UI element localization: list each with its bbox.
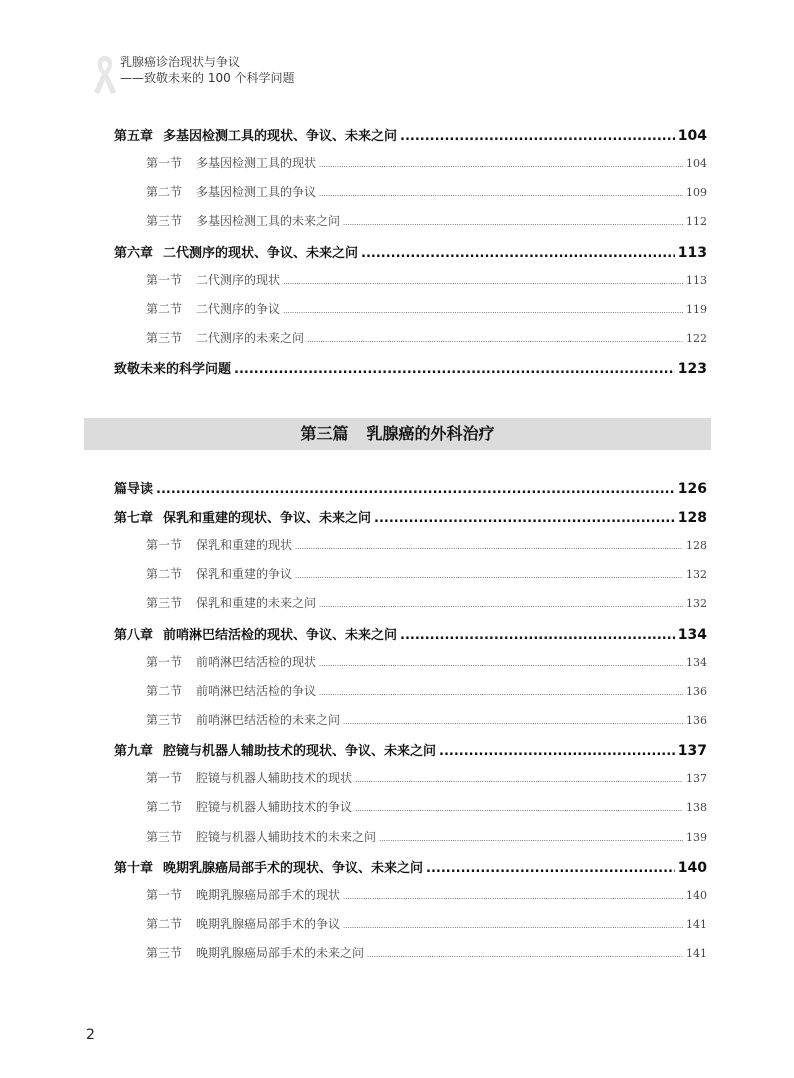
dot-leader [319,190,683,198]
pink-ribbon-icon [88,52,122,96]
dot-leader [343,718,683,726]
toc-page-number: 141 [686,947,707,961]
toc-entry-number: 第一节 [146,272,183,287]
toc-entry-title: 保乳和重建的现状、争议、未来之问 [163,511,372,526]
toc-chapter-entry[interactable] [114,125,707,154]
toc-entry-title: 前哨淋巴结活检的未来之问 [196,712,341,727]
toc-page-number: 122 [686,331,707,345]
toc-entry-number: 第一节 [146,654,183,669]
dot-leader [319,161,683,169]
toc-entry-number: 第六章 [114,245,154,261]
toc-page-number: 104 [677,128,707,144]
toc-entry-title: 二代测序的未来之问 [196,330,305,345]
toc-entry-title: 前哨淋巴结活检的现状、争议、未来之问 [163,627,398,643]
book-subtitle: ——致敬未来的 100 个科学问题 [120,71,295,85]
toc-entry-title: 晚期乳腺癌局部手术的现状、争议、未来之问 [163,860,424,876]
page-number: 2 [86,1027,95,1043]
toc-section-entry[interactable] [114,944,707,973]
toc-entry-title: 前哨淋巴结活检的争议 [196,683,317,698]
toc-entry-number: 第五章 [114,129,154,144]
toc-entry-number: 第一节 [146,771,183,786]
dot-leader [319,660,683,668]
toc-page-number: 140 [686,888,707,902]
toc-page-number: 112 [686,215,707,229]
book-title: 乳腺癌诊治现状与争议 [120,55,241,69]
toc-section-entry[interactable] [114,828,707,857]
dot-leader [283,307,683,315]
toc-entry-number: 第二节 [146,916,183,931]
toc-page-number: 113 [677,244,707,261]
toc-entry-title: 前哨淋巴结活检的现状 [196,654,317,669]
dot-leader [355,805,683,813]
toc-chapter-entry[interactable] [114,740,707,769]
toc-section-entry[interactable] [114,154,707,183]
dot-leader [343,219,683,227]
toc-section-entry[interactable] [114,300,707,329]
toc-section-entry[interactable] [114,886,707,915]
running-header [88,50,388,100]
toc-page-number: 132 [686,597,707,611]
toc-page-number: 126 [677,481,707,497]
dot-leader [343,893,683,901]
toc-page-number: 132 [686,568,707,582]
toc-section-entry[interactable] [114,271,707,300]
toc-page-number: 128 [686,539,707,552]
part-label: 第三篇 [300,424,349,443]
toc-section-entry[interactable] [114,653,707,682]
dot-leader [400,628,675,643]
toc-entry-title: 保乳和重建的未来之问 [196,596,317,611]
toc-entry-title: 多基因检测工具的未来之问 [196,214,341,229]
toc-entry-number: 第三节 [146,829,183,844]
toc-chapter-entry[interactable] [114,242,707,271]
dot-leader [295,543,683,551]
toc-entry-number: 第一节 [146,887,183,902]
dot-leader [234,362,675,377]
toc-section-entry[interactable] [114,212,707,241]
toc-section-entry[interactable] [114,769,707,798]
dot-leader [379,835,683,843]
toc-chapter-entry[interactable] [114,478,707,507]
toc-entry-title: 腔镜与机器人辅助技术的未来之问 [196,829,377,844]
toc-page-number: 137 [677,743,707,760]
toc-page-number: 141 [686,917,707,931]
dot-leader [426,861,675,876]
toc-section-entry[interactable] [114,682,707,711]
dot-leader [367,951,683,959]
toc-section-entry[interactable] [114,594,707,623]
dot-leader [355,776,683,784]
toc-section-entry[interactable] [114,536,707,565]
toc-page-number: 109 [686,186,707,200]
dot-leader [319,689,683,697]
header-text [120,54,295,86]
toc-entry-title: 腔镜与机器人辅助技术的现状 [196,771,353,786]
toc-section-entry[interactable] [114,711,707,740]
toc-entry-number: 第一节 [146,156,183,170]
dot-leader [374,511,675,526]
toc-page-number: 137 [686,772,707,786]
toc-page-number: 138 [686,801,707,815]
toc-list-top [114,125,707,387]
toc-entry-number: 第二节 [146,683,183,698]
toc-page-number: 113 [686,273,707,287]
toc-entry-title: 腔镜与机器人辅助技术的现状、争议、未来之问 [163,744,437,760]
toc-entry-title: 保乳和重建的现状 [196,538,293,552]
toc-entry-title: 多基因检测工具的现状、争议、未来之问 [163,129,398,144]
toc-chapter-entry[interactable] [114,857,707,886]
toc-entry-number: 第七章 [114,511,154,526]
dot-leader [361,246,675,261]
toc-section-entry[interactable] [114,565,707,594]
toc-chapter-entry[interactable] [114,624,707,653]
toc-page-number: 123 [677,361,707,378]
toc-page-number: 119 [686,302,707,316]
part-title: 乳腺癌的外科治疗 [366,424,495,443]
toc-entry-title: 腔镜与机器人辅助技术的争议 [196,800,353,815]
toc-list-bottom [114,478,707,973]
dot-leader [400,129,675,144]
dot-leader [283,278,683,286]
toc-entry-number: 第一节 [146,538,183,552]
toc-section-entry[interactable] [114,798,707,827]
toc-entry-title: 二代测序的现状 [196,272,281,287]
toc-entry-number: 第三节 [146,330,183,345]
toc-entry-title: 致敬未来的科学问题 [114,362,232,378]
toc-page-number: 134 [677,626,707,643]
toc-entry-number: 第三节 [146,946,183,961]
toc-page-number: 134 [686,655,707,669]
dot-leader [343,922,683,930]
toc-entry-title: 晚期乳腺癌局部手术的现状 [196,887,341,902]
toc-entry-number: 第三节 [146,214,183,229]
toc-entry-number: 第八章 [114,627,154,643]
toc-page-number: 128 [677,510,707,526]
toc-chapter-entry[interactable] [114,358,707,387]
toc-entry-title: 保乳和重建的争议 [196,567,293,582]
toc-entry-title: 篇导读 [114,482,154,497]
toc-entry-number: 第三节 [146,712,183,727]
toc-page-number: 136 [686,713,707,727]
toc-entry-number: 第十章 [114,860,154,876]
toc-entry-number: 第二节 [146,567,183,582]
toc-entry-title: 晚期乳腺癌局部手术的争议 [196,916,341,931]
toc-chapter-entry[interactable] [114,507,707,536]
toc-page-number: 140 [677,859,707,876]
toc-entry-title: 二代测序的争议 [196,301,281,316]
toc-page-number: 139 [686,830,707,844]
dot-leader [156,482,675,497]
toc-section-entry[interactable] [114,915,707,944]
toc-entry-title: 多基因检测工具的现状 [196,156,317,170]
dot-leader [295,572,683,580]
toc-entry-number: 第二节 [146,301,183,316]
dot-leader [439,744,675,759]
toc-entry-title: 二代测序的现状、争议、未来之问 [163,245,359,261]
toc-entry-number: 第九章 [114,744,154,760]
toc-entry-number: 第二节 [146,185,183,200]
toc-page-number: 104 [686,157,707,170]
toc-entry-title: 晚期乳腺癌局部手术的未来之问 [196,946,365,961]
toc-section-entry[interactable] [114,183,707,212]
dot-leader [307,336,683,344]
toc-page-number: 136 [686,684,707,698]
toc-entry-number: 第三节 [146,596,183,611]
dot-leader [319,601,683,609]
toc-entry-number: 第二节 [146,800,183,815]
part-heading [84,418,711,450]
toc-entry-title: 多基因检测工具的争议 [196,185,317,200]
toc-section-entry[interactable] [114,329,707,358]
